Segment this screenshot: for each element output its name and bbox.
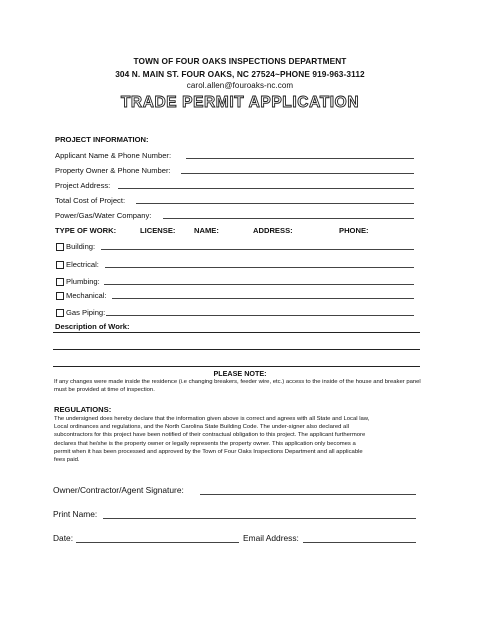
applicant-label: Applicant Name & Phone Number: (55, 151, 172, 160)
gas-piping-label: Gas Piping: (66, 308, 106, 317)
description-label: Description of Work: (55, 322, 130, 331)
print-name-label: Print Name: (53, 509, 98, 519)
description-line-2[interactable] (53, 349, 420, 350)
license-header: LICENSE: (140, 226, 176, 235)
electrical-checkbox[interactable] (56, 261, 64, 269)
date-field[interactable] (76, 542, 239, 543)
form-title: TRADE PERMIT APPLICATION (120, 94, 360, 111)
electrical-field[interactable] (105, 267, 414, 268)
type-of-work-header: TYPE OF WORK: (55, 226, 117, 235)
electrical-label: Electrical: (66, 260, 99, 269)
owner-field[interactable] (181, 173, 414, 174)
signature-field[interactable] (200, 494, 416, 495)
regulations-line: fees paid. (54, 457, 80, 464)
regulations-heading: REGULATIONS: (54, 405, 112, 414)
address-header: ADDRESS: (253, 226, 293, 235)
department-email[interactable]: carol.allen@fouroaks-nc.com (186, 81, 294, 90)
utility-company-field[interactable] (163, 218, 414, 219)
regulations-line: The undersigned does hereby declare that the information given above is correct and agrees with all State and Local law, (54, 416, 370, 422)
print-name-field[interactable] (103, 518, 416, 519)
project-info-heading: PROJECT INFORMATION: (55, 135, 149, 144)
email-label: Email Address: (243, 533, 299, 543)
plumbing-field[interactable] (104, 284, 414, 285)
cost-field[interactable] (136, 203, 414, 204)
department-name: TOWN OF FOUR OAKS INSPECTIONS DEPARTMENT (133, 56, 347, 66)
gas-piping-field[interactable] (106, 315, 414, 316)
regulations-line: Local ordinances and regulations, and the North Carolina State Building Code. The under-signer also declared all (54, 424, 349, 431)
date-label: Date: (53, 533, 74, 543)
building-field[interactable] (101, 249, 414, 250)
name-header: NAME: (194, 226, 219, 235)
regulations-line: permit when it has been processed and approved by the Town of Four Oaks Inspections Department and all applicable (54, 448, 363, 455)
regulations-line: declares that he/she is the property owner or legally represents the property owner. This application only becomes a (54, 440, 356, 447)
plumbing-label: Plumbing: (66, 277, 100, 286)
regulations-text (54, 415, 428, 464)
department-address: 304 N. MAIN ST. FOUR OAKS, NC 27524~PHONE 919-963-3112 (115, 69, 365, 79)
plumbing-checkbox[interactable] (56, 278, 64, 286)
mechanical-label: Mechanical: (66, 291, 107, 300)
description-line-3[interactable] (53, 366, 420, 367)
owner-label: Property Owner & Phone Number: (55, 166, 171, 175)
email-field[interactable] (303, 542, 416, 543)
building-label: Building: (66, 242, 96, 251)
address-label: Project Address: (55, 181, 111, 190)
phone-header: PHONE: (339, 226, 369, 235)
signature-label: Owner/Contractor/Agent Signature: (53, 485, 184, 495)
mechanical-checkbox[interactable] (56, 292, 64, 300)
note-text: If any changes were made inside the residence (i.e changing breakers, feeder wire, etc.) access to the inside of the house and breaker panel must be provided at time of inspection. (54, 379, 421, 394)
mechanical-field[interactable] (112, 298, 414, 299)
address-field[interactable] (118, 188, 414, 189)
note-heading: PLEASE NOTE: (213, 369, 267, 378)
gas-piping-checkbox[interactable] (56, 309, 64, 317)
regulations-line: subcontractors for this project have been notified of their contractual obligation to this project. The applicant furthermore (54, 432, 366, 439)
cost-label: Total Cost of Project: (55, 196, 126, 205)
applicant-field[interactable] (186, 158, 414, 159)
building-checkbox[interactable] (56, 243, 64, 251)
utility-company-label: Power/Gas/Water Company: (55, 211, 152, 220)
description-line-1[interactable] (53, 332, 420, 333)
